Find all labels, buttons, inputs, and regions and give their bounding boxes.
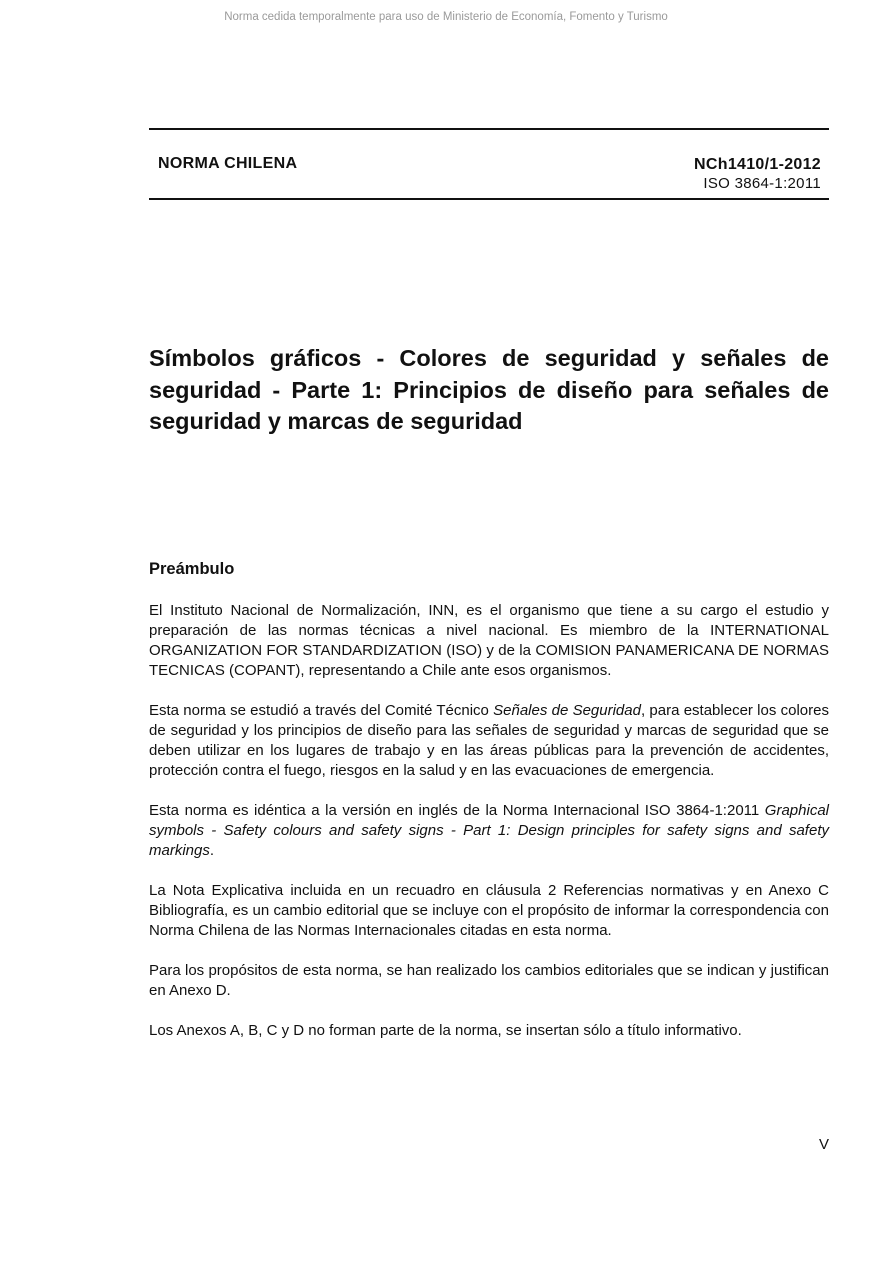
watermark: Norma cedida temporalmente para uso de Ministerio de Economía, Fomento y Turismo (224, 11, 668, 23)
page-number: V (818, 1136, 829, 1153)
iso-reference: ISO 3864-1:2011 (703, 175, 821, 192)
paragraph-4: La Nota Explicativa incluida en un recuadro en cláusula 2 Referencias normativas y en Anexo C Bibliografía, es un cambio editorial que se incluye con el propósito de informar la correspondencia con Norma Chilena de las Normas Internacionales citadas en esta norma. (149, 882, 829, 939)
paragraph-2-text-b: , para establecer los colores de seguridad y los principios de diseño para las señales de seguridad y marcas de seguridad que se deben utilizar en los lugares de trabajo y en las áreas públicas para la prevención de accidentes, protección contra el fuego, riesgos en la salud y en las evacuaciones de emergencia. (149, 702, 829, 779)
preamble-heading: Preámbulo (149, 560, 235, 578)
document-title: Símbolos gráficos - Colores de seguridad y señales de seguridad - Parte 1: Principios de diseño para señales de seguridad y marcas de seguridad (149, 345, 829, 434)
paragraph-2-text-a: Esta norma se estudió a través del Comité Técnico (149, 702, 494, 719)
document-header (149, 128, 829, 200)
paragraph-5: Para los propósitos de esta norma, se han realizado los cambios editoriales que se indican y justifican en Anexo D. (149, 962, 829, 999)
committee-name: Señales de Seguridad (493, 702, 641, 719)
paragraph-2 (149, 701, 829, 781)
standard-code: NCh1410/1-2012 (694, 156, 821, 173)
iso-title: Graphical symbols - Safety colours and safety signs - Part 1: Design principles for safety signs and safety markings (149, 802, 829, 859)
paragraph-3-text-b: . (209, 842, 215, 859)
paragraph-1: El Instituto Nacional de Normalización, INN, es el organismo que tiene a su cargo el estudio y preparación de las normas técnicas a nivel nacional. Es miembro de la INTERNATIONAL ORGANIZATION FOR STANDARDIZATION (ISO) y de la COMISION PANAMERICANA DE NORMAS TECNICAS (COPANT), representando a Chile ante esos organismos. (149, 602, 829, 679)
paragraph-6: Los Anexos A, B, C y D no forman parte de la norma, se insertan sólo a título informativo. (149, 1022, 742, 1039)
paragraph-3 (149, 801, 829, 861)
preamble-body (149, 601, 829, 1061)
standard-codes (694, 155, 821, 193)
paragraph-3-text-a: Esta norma es idéntica a la versión en inglés de la Norma Internacional ISO 3864-1:2011 (149, 802, 765, 819)
standard-type-label: NORMA CHILENA (158, 155, 298, 172)
